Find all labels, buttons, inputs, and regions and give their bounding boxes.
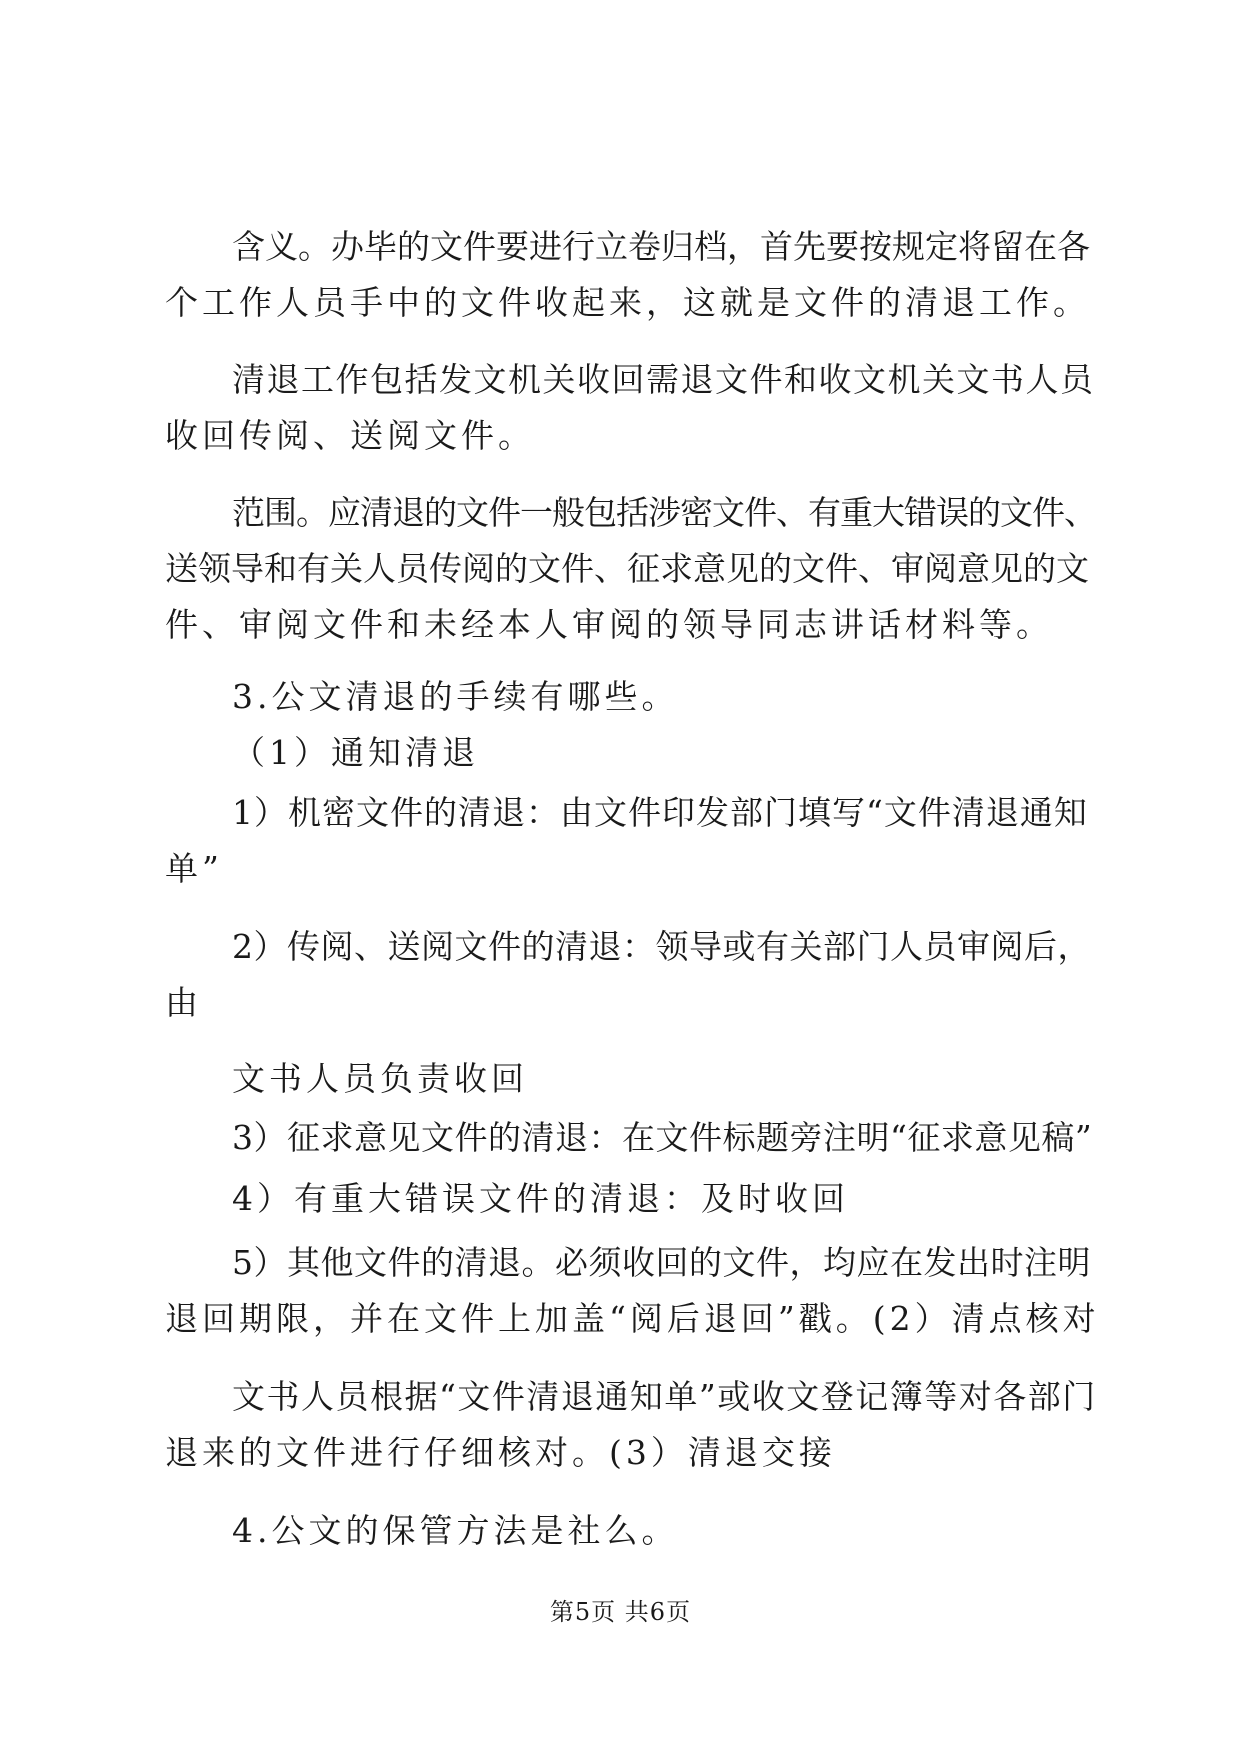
text-line: 文书人员负责收回 xyxy=(232,1059,528,1098)
text-line: 含义。办毕的文件要进行立卷归档，首先要按规定将留在各 xyxy=(232,227,1090,266)
text-line: 清退工作包括发文机关收回需退文件和收文机关文书人员 xyxy=(232,360,1095,399)
text-line: 退来的文件进行仔细核对。(3）清退交接 xyxy=(165,1433,836,1472)
text-line: 送领导和有关人员传阅的文件、征求意见的文件、审阅意见的文 xyxy=(165,549,1089,588)
text-line: 收回传阅、送阅文件。 xyxy=(165,416,535,455)
text-line: 范围。应清退的文件一般包括涉密文件、有重大错误的文件、 xyxy=(232,493,1096,532)
text-line: 单” xyxy=(165,849,223,888)
text-line: 个工作人员手中的文件收起来，这就是文件的清退工作。 xyxy=(165,283,1090,322)
text-line: 2）传阅、送阅文件的清退：领导或有关部门人员审阅后， xyxy=(232,927,1091,966)
text-line: 文书人员根据“文件清退通知单”或收文登记簿等对各部门 xyxy=(232,1377,1097,1416)
text-line: 3.公文清退的手续有哪些。 xyxy=(232,677,679,716)
text-line: 1）机密文件的清退：由文件印发部门填写“文件清退通知 xyxy=(232,793,1088,832)
text-line: 4）有重大错误文件的清退：及时收回 xyxy=(232,1179,849,1218)
text-line: 5）其他文件的清退。必须收回的文件，均应在发出时注明 xyxy=(232,1243,1091,1282)
text-line: 由 xyxy=(165,983,202,1022)
text-line: （1）通知清退 xyxy=(232,733,479,772)
page-number-footer: 第5页 共6页 xyxy=(549,1598,692,1626)
text-line: 退回期限，并在文件上加盖“阅后退回”戳。(2）清点核对 xyxy=(165,1299,1100,1338)
text-line: 3）征求意见文件的清退：在文件标题旁注明“征求意见稿” xyxy=(232,1118,1093,1157)
text-line: 件、审阅文件和未经本人审阅的领导同志讲话材料等。 xyxy=(165,605,1053,644)
text-line: 4.公文的保管方法是社么。 xyxy=(232,1511,679,1550)
